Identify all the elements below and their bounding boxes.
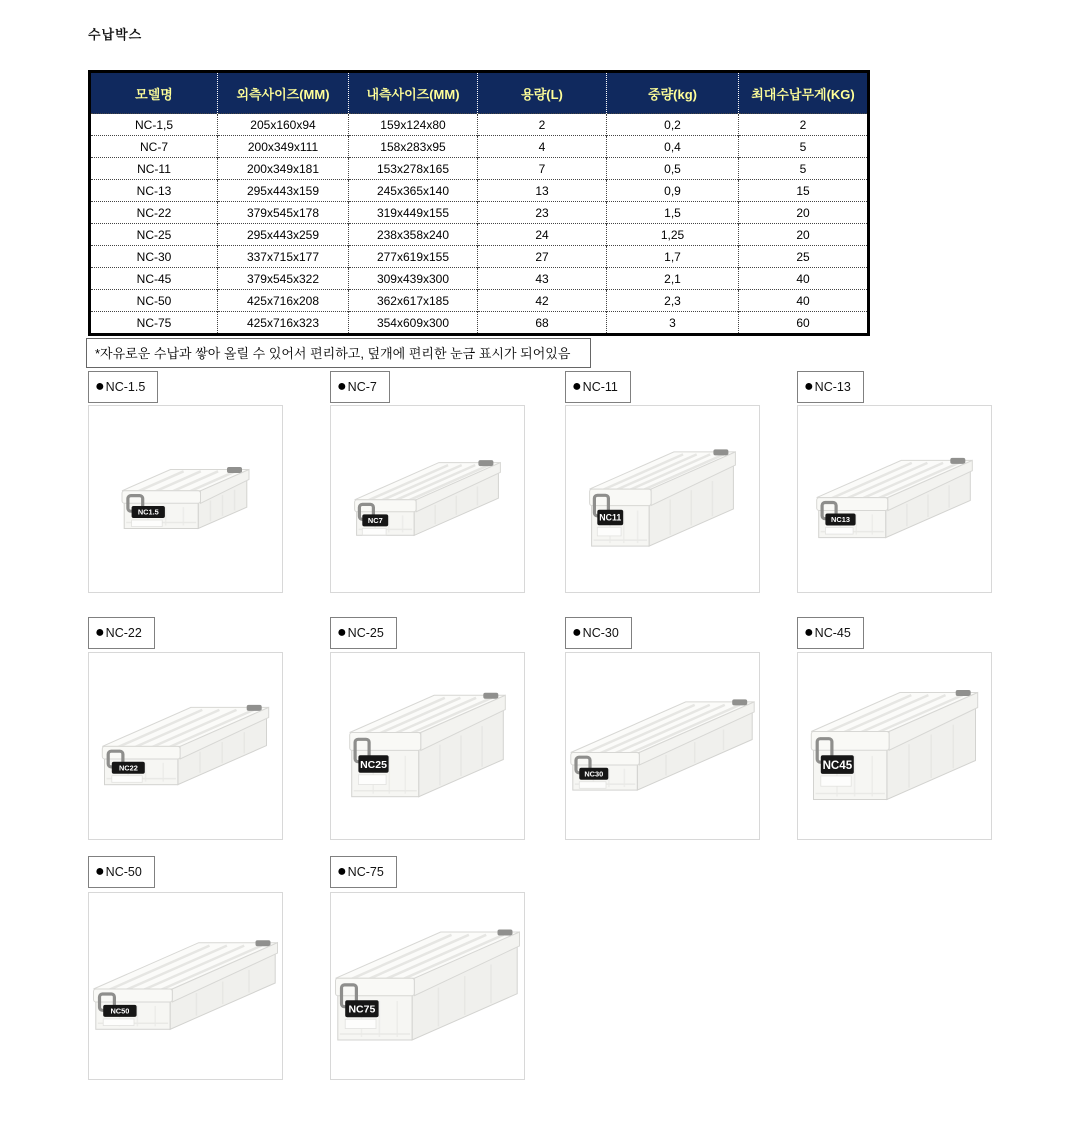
spec-row bbox=[90, 312, 869, 335]
spec-cell: 295x443x159 bbox=[218, 180, 349, 202]
spec-cell: NC-50 bbox=[90, 290, 218, 312]
spec-cell: 200x349x111 bbox=[218, 136, 349, 158]
product-image-nc-7 bbox=[330, 405, 525, 593]
svg-text:NC50: NC50 bbox=[110, 1006, 130, 1016]
spec-cell: 295x443x259 bbox=[218, 224, 349, 246]
spec-cell: 3 bbox=[607, 312, 739, 335]
product-label-nc-22 bbox=[88, 617, 155, 649]
svg-text:NC1.5: NC1.5 bbox=[137, 507, 159, 517]
bullet-icon: ● bbox=[804, 378, 814, 395]
spec-cell: 27 bbox=[478, 246, 607, 268]
product-label-nc-75 bbox=[330, 856, 397, 888]
storage-box-illustration bbox=[89, 893, 282, 1079]
spec-cell: 0,4 bbox=[607, 136, 739, 158]
spec-header-row bbox=[90, 72, 869, 114]
spec-cell: 153x278x165 bbox=[349, 158, 478, 180]
svg-text:NC75: NC75 bbox=[348, 1003, 376, 1016]
product-label-nc-50 bbox=[88, 856, 155, 888]
col-header-outer-size: 외측사이즈(MM) bbox=[218, 72, 349, 114]
svg-text:NC25: NC25 bbox=[360, 758, 387, 771]
spec-cell: NC-25 bbox=[90, 224, 218, 246]
product-label-text: NC-7 bbox=[347, 380, 377, 394]
bullet-icon: ● bbox=[95, 378, 105, 395]
product-label-text: NC-1.5 bbox=[105, 380, 146, 394]
spec-cell: 425x716x208 bbox=[218, 290, 349, 312]
product-label-text: NC-13 bbox=[814, 380, 851, 394]
spec-cell: NC-13 bbox=[90, 180, 218, 202]
spec-cell: NC-45 bbox=[90, 268, 218, 290]
svg-text:NC22: NC22 bbox=[118, 763, 138, 773]
col-header-weight: 중량(kg) bbox=[607, 72, 739, 114]
bullet-icon: ● bbox=[804, 624, 814, 641]
spec-cell: 425x716x323 bbox=[218, 312, 349, 335]
bullet-icon: ● bbox=[572, 378, 582, 395]
svg-text:NC11: NC11 bbox=[599, 512, 622, 523]
spec-cell: NC-7 bbox=[90, 136, 218, 158]
spec-cell: 0,9 bbox=[607, 180, 739, 202]
spec-cell: 1,5 bbox=[607, 202, 739, 224]
product-label-text: NC-50 bbox=[105, 865, 142, 879]
spec-cell: 1,7 bbox=[607, 246, 739, 268]
bullet-icon: ● bbox=[337, 863, 347, 880]
col-header-model: 모델명 bbox=[90, 72, 218, 114]
product-label-nc-45 bbox=[797, 617, 864, 649]
spec-row bbox=[90, 136, 869, 158]
spec-cell: 5 bbox=[739, 158, 869, 180]
spec-cell: 24 bbox=[478, 224, 607, 246]
spec-cell: 60 bbox=[739, 312, 869, 335]
product-label-text: NC-45 bbox=[814, 626, 851, 640]
svg-text:NC7: NC7 bbox=[367, 516, 383, 526]
col-header-capacity: 용량(L) bbox=[478, 72, 607, 114]
spec-row bbox=[90, 224, 869, 246]
spec-cell: 245x365x140 bbox=[349, 180, 478, 202]
spec-row bbox=[90, 114, 869, 136]
spec-row bbox=[90, 246, 869, 268]
spec-cell: 2 bbox=[739, 114, 869, 136]
spec-cell: 238x358x240 bbox=[349, 224, 478, 246]
storage-box-illustration bbox=[331, 653, 524, 839]
spec-cell: 2,3 bbox=[607, 290, 739, 312]
svg-text:NC13: NC13 bbox=[831, 515, 850, 525]
spec-cell: 0,5 bbox=[607, 158, 739, 180]
storage-box-illustration bbox=[566, 653, 759, 839]
spec-table bbox=[88, 70, 870, 336]
product-label-nc-13 bbox=[797, 371, 864, 403]
storage-box-illustration bbox=[89, 653, 282, 839]
product-label-text: NC-30 bbox=[582, 626, 619, 640]
spec-cell: 5 bbox=[739, 136, 869, 158]
product-image-nc-25 bbox=[330, 652, 525, 840]
spec-cell: 15 bbox=[739, 180, 869, 202]
storage-box-illustration bbox=[798, 653, 991, 839]
spec-cell: 40 bbox=[739, 290, 869, 312]
spec-cell: 43 bbox=[478, 268, 607, 290]
bullet-icon: ● bbox=[95, 624, 105, 641]
spec-row bbox=[90, 268, 869, 290]
spec-cell: 0,2 bbox=[607, 114, 739, 136]
bullet-icon: ● bbox=[572, 624, 582, 641]
product-image-nc-30 bbox=[565, 652, 760, 840]
product-label-nc-7 bbox=[330, 371, 390, 403]
spec-cell: 68 bbox=[478, 312, 607, 335]
storage-box-illustration bbox=[89, 406, 282, 592]
product-label-nc-30 bbox=[565, 617, 632, 649]
spec-cell: 7 bbox=[478, 158, 607, 180]
spec-cell: NC-1,5 bbox=[90, 114, 218, 136]
spec-cell: 362x617x185 bbox=[349, 290, 478, 312]
product-image-nc-45 bbox=[797, 652, 992, 840]
product-image-nc-50 bbox=[88, 892, 283, 1080]
bullet-icon: ● bbox=[337, 624, 347, 641]
bullet-icon: ● bbox=[337, 378, 347, 395]
product-label-text: NC-75 bbox=[347, 865, 384, 879]
spec-cell: NC-11 bbox=[90, 158, 218, 180]
product-label-text: NC-11 bbox=[582, 380, 618, 394]
spec-cell: NC-30 bbox=[90, 246, 218, 268]
product-image-nc-11 bbox=[565, 405, 760, 593]
spec-cell: 309x439x300 bbox=[349, 268, 478, 290]
bullet-icon: ● bbox=[95, 863, 105, 880]
spec-cell: 25 bbox=[739, 246, 869, 268]
spec-cell: 42 bbox=[478, 290, 607, 312]
product-image-nc-22 bbox=[88, 652, 283, 840]
storage-box-illustration bbox=[331, 406, 524, 592]
note-text: *자유로운 수납과 쌓아 올릴 수 있어서 편리하고, 덮개에 편리한 눈금 표시가 되어있음 bbox=[86, 338, 591, 368]
spec-cell: 2 bbox=[478, 114, 607, 136]
storage-box-illustration bbox=[798, 406, 991, 592]
spec-cell: 158x283x95 bbox=[349, 136, 478, 158]
spec-cell: 2,1 bbox=[607, 268, 739, 290]
storage-box-illustration bbox=[566, 406, 759, 592]
spec-cell: 23 bbox=[478, 202, 607, 224]
spec-cell: 20 bbox=[739, 224, 869, 246]
product-image-nc-13 bbox=[797, 405, 992, 593]
product-label-nc-1.5 bbox=[88, 371, 158, 403]
spec-cell: 277x619x155 bbox=[349, 246, 478, 268]
product-image-nc-1.5 bbox=[88, 405, 283, 593]
spec-cell: 40 bbox=[739, 268, 869, 290]
spec-cell: 354x609x300 bbox=[349, 312, 478, 335]
spec-cell: 337x715x177 bbox=[218, 246, 349, 268]
spec-row bbox=[90, 180, 869, 202]
svg-text:NC45: NC45 bbox=[822, 758, 853, 772]
spec-cell: 4 bbox=[478, 136, 607, 158]
spec-cell: 20 bbox=[739, 202, 869, 224]
spec-row bbox=[90, 202, 869, 224]
spec-cell: 200x349x181 bbox=[218, 158, 349, 180]
product-label-text: NC-22 bbox=[105, 626, 142, 640]
spec-row bbox=[90, 290, 869, 312]
col-header-max-load: 최대수납무게(KG) bbox=[739, 72, 869, 114]
spec-cell: 379x545x322 bbox=[218, 268, 349, 290]
spec-cell: 205x160x94 bbox=[218, 114, 349, 136]
spec-cell: 319x449x155 bbox=[349, 202, 478, 224]
spec-cell: 159x124x80 bbox=[349, 114, 478, 136]
page-title: 수납박스 bbox=[88, 27, 143, 42]
storage-box-illustration bbox=[331, 893, 524, 1079]
spec-cell: NC-22 bbox=[90, 202, 218, 224]
product-label-text: NC-25 bbox=[347, 626, 384, 640]
col-header-inner-size: 내측사이즈(MM) bbox=[349, 72, 478, 114]
product-label-nc-11 bbox=[565, 371, 631, 403]
product-image-nc-75 bbox=[330, 892, 525, 1080]
spec-row bbox=[90, 158, 869, 180]
product-label-nc-25 bbox=[330, 617, 397, 649]
spec-cell: 13 bbox=[478, 180, 607, 202]
spec-cell: NC-75 bbox=[90, 312, 218, 335]
svg-text:NC30: NC30 bbox=[584, 769, 604, 779]
spec-cell: 379x545x178 bbox=[218, 202, 349, 224]
spec-cell: 1,25 bbox=[607, 224, 739, 246]
